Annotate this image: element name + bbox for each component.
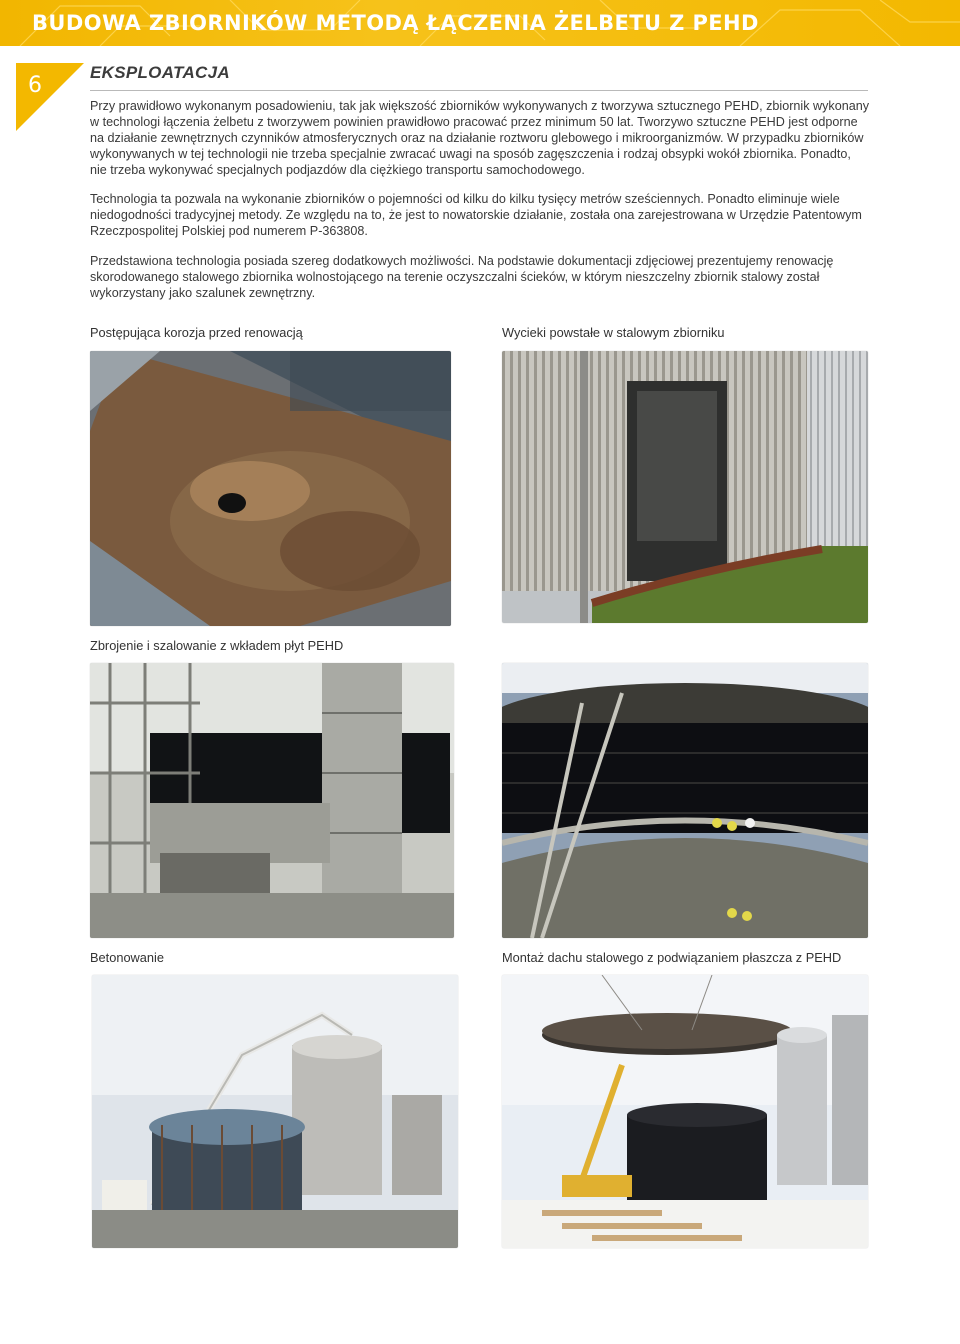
figure-caption-roof: Montaż dachu stalowego z podwiązaniem płaszcza z PEHD: [502, 950, 842, 965]
figure-caption-reinforcement: Zbrojenie i szalowanie z wkładem płyt PEHD: [90, 638, 344, 653]
header-band: [0, 0, 960, 46]
page-number: 6: [28, 73, 42, 98]
figure-caption-corrosion: Postępująca korozja przed renowacją: [90, 325, 303, 340]
photo-leaks: [502, 351, 868, 623]
figure-caption-concreting: Betonowanie: [90, 950, 164, 965]
header-title: BUDOWA ZBIORNIKÓW METODĄ ŁĄCZENIA ŻELBETU Z PEHD: [32, 11, 759, 35]
paragraph: Przy prawidłowo wykonanym posadowieniu, tak jak większość zbiorników wykonywanych z tworzywa sztucznego PEHD, zbiornik wykonany w technologi łączenia żelbetu z tworzywem powinien prawidłowo pracować przez minimum 50 lat. Tworzywo sztuczne PEHD jest odporne na działanie zewnętrznych czynników atmosferycznych oraz na działanie roztworu glebowego i mikroorganizmów. W przypadku zbiorników wykonywanych w tej technologii nie trzeba specjalnie zwracać uwagi na sposób zagęszczenia i rodzaj obsypki wokół zbiornika. Ponadto, nie trzeba wykonywać specjalnych podjazdów dla ciężkiego transportu samochodowego.: [90, 99, 870, 177]
paragraph: Przedstawiona technologia posiada szereg dodatkowych możliwości. Na podstawie dokumentacji zdjęciowej prezentujemy renowację skorodowanego stalowego zbiornika wolnostojącego na terenie oczyszczalni ścieków, w którym nieszczelny zbiornik stalowy został wykorzystany jako szalunek zewnętrzny.: [90, 254, 834, 300]
photo-corrosion: [90, 351, 451, 626]
figure-caption-leaks: Wycieki powstałe w stalowym zbiorniku: [502, 325, 725, 340]
paragraph: Technologia ta pozwala na wykonanie zbiorników o pojemności od kilku do kilku tysięcy metrów sześciennych. Ponadto eliminuje wiele niedogodności tradycyjnej metody. Ze względu na to, że jest to nowatorskie działanie, została ona zarejestrowana w Urzędzie Patentowym Rzeczpospolitej Polskiej pod numerem P-363808.: [90, 192, 862, 238]
photo-concreting: [92, 975, 458, 1248]
page-number-tab: [16, 63, 84, 131]
section-divider: [90, 90, 868, 91]
photo-roof-installation: [502, 975, 868, 1248]
photo-reinforcement-workers: [502, 663, 868, 938]
photo-reinforcement-formwork: [90, 663, 454, 938]
section-title: EKSPLOATACJA: [90, 63, 230, 82]
